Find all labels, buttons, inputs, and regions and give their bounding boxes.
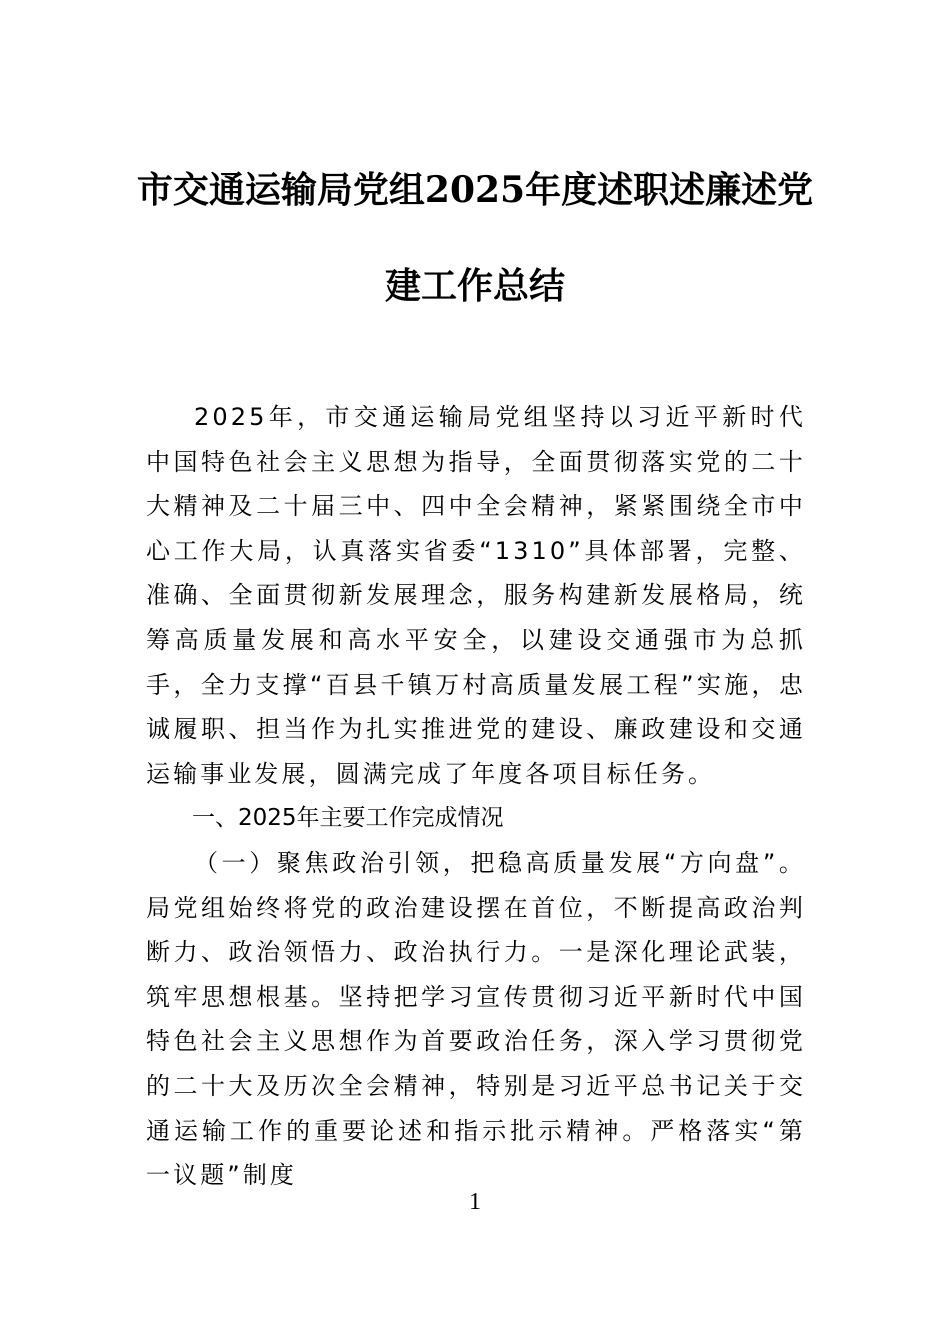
document-title-line-2: 建工作总结 bbox=[384, 265, 565, 307]
intro-paragraph: 2025年，市交通运输局党组坚持以习近平新时代中国特色社会主义思想为指导，全面贯彻落实党的二十大精神及二十届三中、四中全会精神，紧紧围绕全市中心工作大局，认真落实省委“1310”具体部署，完整、准确、全面贯彻新发展理念，服务构建新发展格局，统筹高质量发展和高水平安全，以建设交通强市为总抓手，全力支撑“百县千镇万村高质量发展工程”实施，忠诚履职、担当作为扎实推进党的建设、廉政建设和交通运输事业发展，圆满完成了年度各项目标任务。 bbox=[146, 403, 806, 788]
page-number: 1 bbox=[469, 1189, 481, 1215]
document-title-line-1: 市交通运输局党组2025年度述职述廉述党 bbox=[136, 169, 814, 211]
body-paragraph: （一）聚焦政治引领，把稳高质量发展“方向盘”。局党组始终将党的政治建设摆在首位，不断提高政治判断力、政治领悟力、政治执行力。一是深化理论武装，筑牢思想根基。坚持把学习宣传贯彻习近平新时代中国特色社会主义思想作为首要政治任务，深入学习贯彻党的二十大及历次全会精神，特别是习近平总书记关于交通运输工作的重要论述和指示批示精神。严格落实“第一议题”制度 bbox=[146, 848, 806, 1190]
section-heading: 一、2025年主要工作完成情况 bbox=[192, 805, 504, 832]
document-body bbox=[146, 395, 806, 1198]
